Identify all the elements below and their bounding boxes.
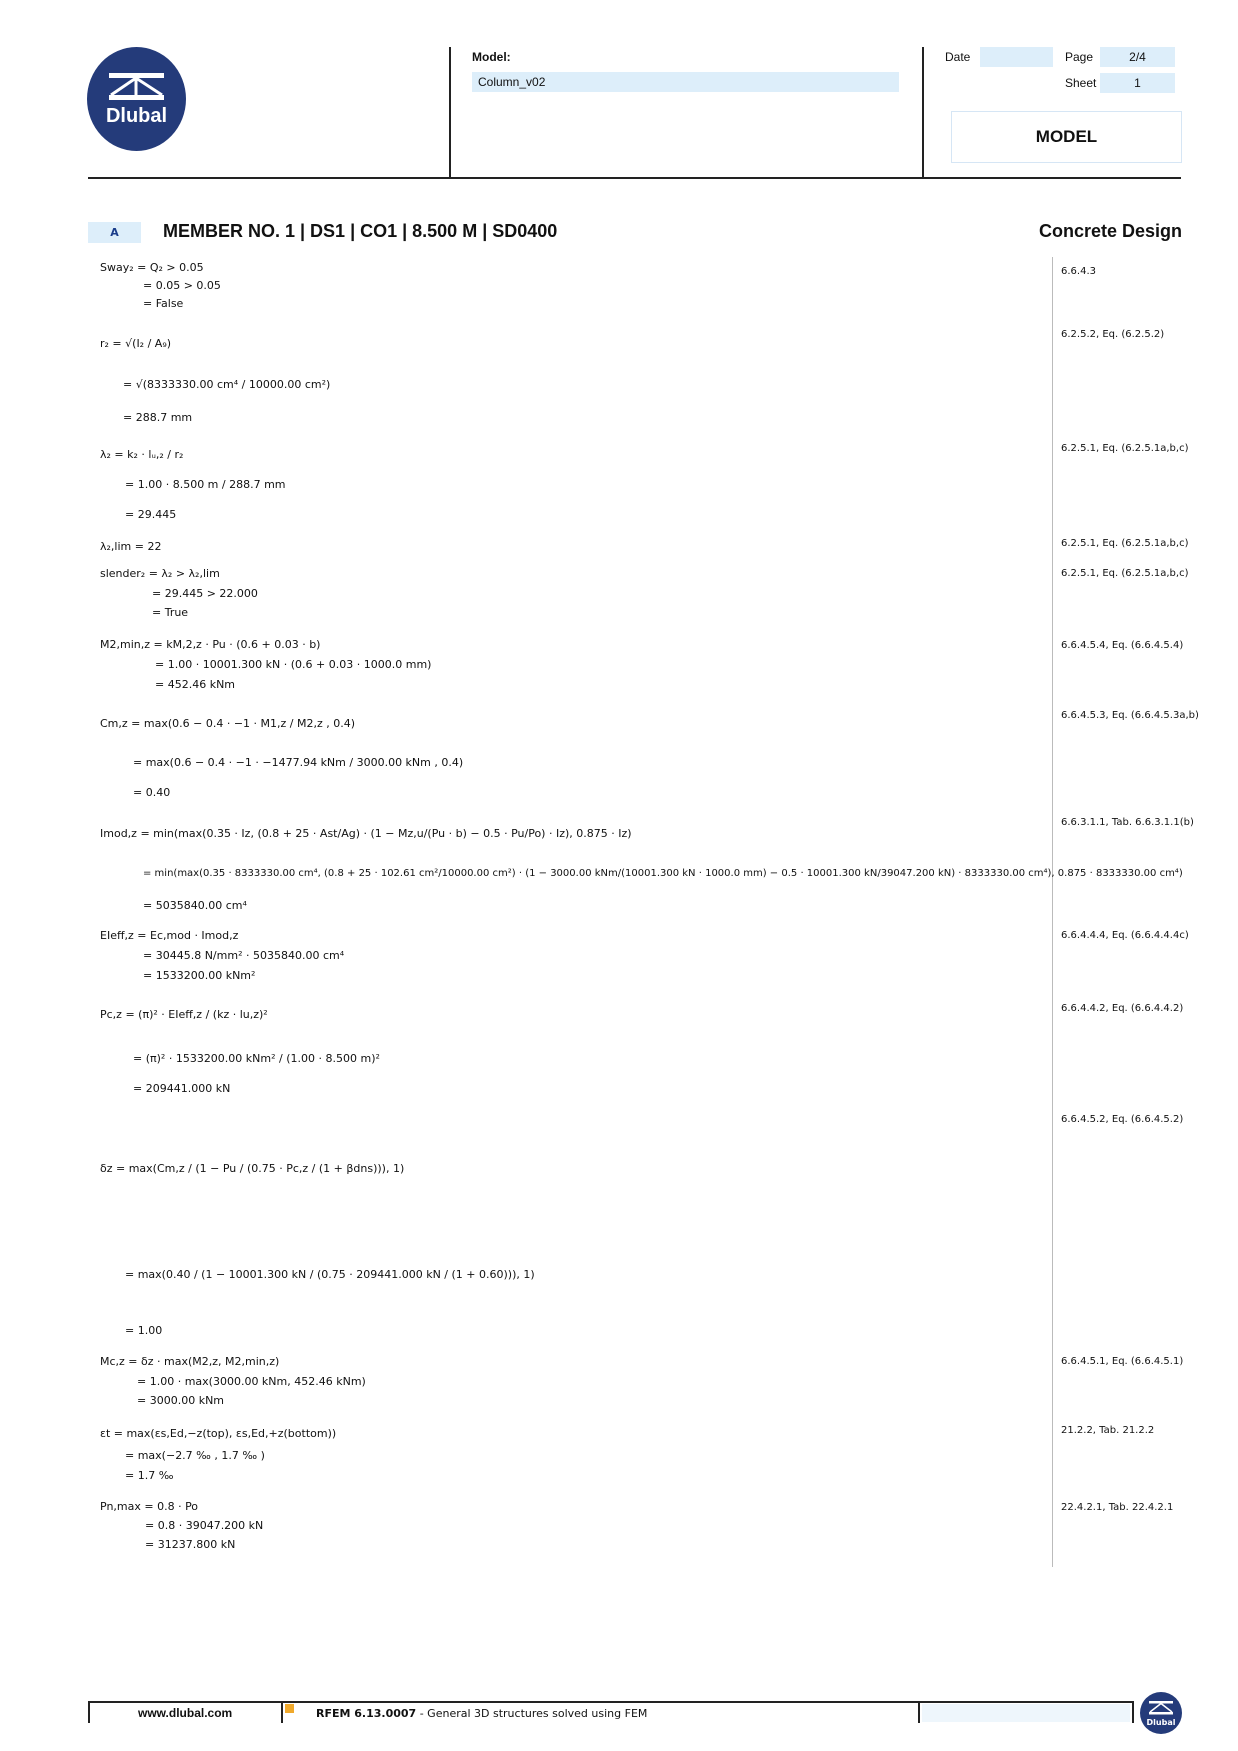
equation-line: = 30445.8 N/mm² · 5035840.00 cm⁴ [143, 949, 345, 962]
equation-line: = 1.00 · 10001.300 kN · (0.6 + 0.03 · 1000.0 mm) [155, 658, 432, 671]
footer-program [316, 1707, 647, 1720]
equation-line: = min(max(0.35 · 8333330.00 cm⁴, (0.8 + 25 · 102.61 cm²/10000.00 cm²) · (1 − 3000.00 kNm/(10001.300 kN · 1000.0 mm) − 0.5 · 10001.300 kN/39047.200 kN) · 8333330.00 cm⁴), 0.875 · 8333330.00 cm⁴) [143, 868, 1183, 879]
equation-line: = (π)² · 1533200.00 kNm² / (1.00 · 8.500 m)² [133, 1052, 380, 1065]
header-rule [88, 177, 1181, 179]
section-label-box: MODEL [951, 111, 1182, 163]
header-divider [449, 47, 451, 177]
equation-reference: 6.2.5.2, Eq. (6.2.5.2) [1061, 329, 1165, 340]
bridge-icon [1148, 1700, 1174, 1716]
date-field [980, 47, 1053, 67]
equation-line: = True [152, 606, 189, 619]
equation-line: r₂ = √(I₂ / A₉) [100, 337, 172, 350]
equation-reference: 6.6.4.4.2, Eq. (6.6.4.4.2) [1061, 1003, 1184, 1014]
equation-reference: 6.6.4.3 [1061, 266, 1096, 277]
equation-line: Pn,max = 0.8 · Po [100, 1500, 199, 1513]
equation-reference: 6.6.4.5.2, Eq. (6.6.4.5.2) [1061, 1114, 1184, 1125]
equation-line: = max(0.40 / (1 − 10001.300 kN / (0.75 · 209441.000 kN / (1 + 0.60))), 1) [125, 1268, 535, 1281]
equation-line: = False [143, 297, 184, 310]
sheet-field [1100, 73, 1175, 93]
equation-line: Pc,z = (π)² · EIeff,z / (kz · lu,z)² [100, 1008, 268, 1021]
sheet-value: 1 [1134, 76, 1141, 90]
equation-reference: 6.6.4.5.1, Eq. (6.6.4.5.1) [1061, 1356, 1184, 1367]
equation-line: Imod,z = min(max(0.35 · Iz, (0.8 + 25 · Ast/Ag) · (1 − Mz,u/(Pu · b) − 0.5 · Pu/Po) · Iz), 0.875 · Iz) [100, 827, 632, 840]
equation-line: = 288.7 mm [123, 411, 193, 424]
equation-line: = 452.46 kNm [155, 678, 236, 691]
footer-field [922, 1704, 1130, 1722]
model-field [472, 72, 899, 92]
equation-reference: 6.6.3.1.1, Tab. 6.6.3.1.1(b) [1061, 817, 1194, 828]
program-description: - General 3D structures solved using FEM [416, 1707, 648, 1720]
equation-line: = max(−2.7 ‰ , 1.7 ‰ ) [125, 1449, 265, 1462]
equation-line: = 3000.00 kNm [137, 1394, 225, 1407]
equation-line: = 31237.800 kN [145, 1538, 236, 1551]
equation-reference: 21.2.2, Tab. 21.2.2 [1061, 1425, 1155, 1436]
equation-line: = max(0.6 − 0.4 · −1 · −1477.94 kNm / 3000.00 kNm , 0.4) [133, 756, 464, 769]
sheet-label: Sheet [1065, 76, 1097, 90]
section-badge: A [88, 222, 141, 243]
bridge-icon [105, 69, 168, 103]
page-value: 2/4 [1129, 50, 1146, 64]
footer-divider [918, 1701, 920, 1723]
equation-reference: 6.2.5.1, Eq. (6.2.5.1a,b,c) [1061, 538, 1189, 549]
equation-line: = 1.00 · 8.500 m / 288.7 mm [125, 478, 286, 491]
equation-reference: 22.4.2.1, Tab. 22.4.2.1 [1061, 1502, 1174, 1513]
equation-reference: 6.6.4.4.4, Eq. (6.6.4.4.4c) [1061, 930, 1189, 941]
footer-marker-icon [285, 1704, 294, 1713]
section-title: MEMBER NO. 1 | DS1 | CO1 | 8.500 M | SD0400 [163, 221, 558, 241]
equation-line: εt = max(εs,Ed,−z(top), εs,Ed,+z(bottom)) [100, 1427, 337, 1440]
footer-logo-text: Dlubal [1146, 1718, 1176, 1727]
footer-divider [88, 1701, 90, 1723]
dlubal-logo [87, 47, 186, 151]
date-label: Date [945, 50, 971, 64]
equation-line: = 0.8 · 39047.200 kN [145, 1519, 264, 1532]
equation-reference: 6.2.5.1, Eq. (6.2.5.1a,b,c) [1061, 568, 1189, 579]
equation-reference: 6.6.4.5.4, Eq. (6.6.4.5.4) [1061, 640, 1184, 651]
header-divider [922, 47, 924, 177]
equation-line: M2,min,z = kM,2,z · Pu · (0.6 + 0.03 · b) [100, 638, 321, 651]
equation-line: = 1.7 ‰ [125, 1469, 174, 1482]
equation-line: = 0.05 > 0.05 [143, 279, 221, 292]
equation-line: Sway₂ = Q₂ > 0.05 [100, 261, 204, 274]
equation-line: δz = max(Cm,z / (1 − Pu / (0.75 · Pc,z / (1 + βdns))), 1) [100, 1162, 405, 1175]
model-label: Model: [472, 50, 511, 64]
equation-line: slender₂ = λ₂ > λ₂,lim [100, 567, 220, 580]
equation-line: λ₂ = k₂ · lᵤ,₂ / r₂ [100, 448, 184, 461]
equation-line: = 0.40 [133, 786, 171, 799]
equation-reference: 6.2.5.1, Eq. (6.2.5.1a,b,c) [1061, 443, 1189, 454]
equation-line: = 29.445 > 22.000 [152, 587, 258, 600]
section-right-title: Concrete Design [1038, 221, 1182, 241]
equation-line: Cm,z = max(0.6 − 0.4 · −1 · M1,z / M2,z , 0.4) [100, 717, 356, 730]
page-field [1100, 47, 1175, 67]
equation-line: = 1533200.00 kNm² [143, 969, 256, 982]
footer-url[interactable]: www.dlubal.com [138, 1706, 233, 1720]
equation-line: = 29.445 [125, 508, 177, 521]
footer-divider [1132, 1701, 1134, 1723]
logo-text: Dlubal [105, 105, 168, 127]
footer-divider [281, 1701, 283, 1723]
page-label: Page [1065, 50, 1094, 64]
equation-line: Mc,z = δz · max(M2,z, M2,min,z) [100, 1355, 280, 1368]
equation-line: = √(8333330.00 cm⁴ / 10000.00 cm²) [123, 378, 331, 391]
model-value: Column_v02 [478, 75, 546, 89]
reference-column-divider [1052, 257, 1053, 1567]
equation-line: = 1.00 · max(3000.00 kNm, 452.46 kNm) [137, 1375, 366, 1388]
equation-line: = 209441.000 kN [133, 1082, 231, 1095]
equation-line: = 1.00 [125, 1324, 163, 1337]
equation-line: EIeff,z = Ec,mod · Imod,z [100, 929, 239, 942]
equation-reference: 6.6.4.5.3, Eq. (6.6.4.5.3a,b) [1061, 710, 1199, 721]
equation-line: = 5035840.00 cm⁴ [143, 899, 247, 912]
program-name: RFEM 6.13.0007 [316, 1707, 417, 1720]
equation-line: λ₂,lim = 22 [100, 540, 162, 553]
footer-logo [1140, 1692, 1182, 1734]
